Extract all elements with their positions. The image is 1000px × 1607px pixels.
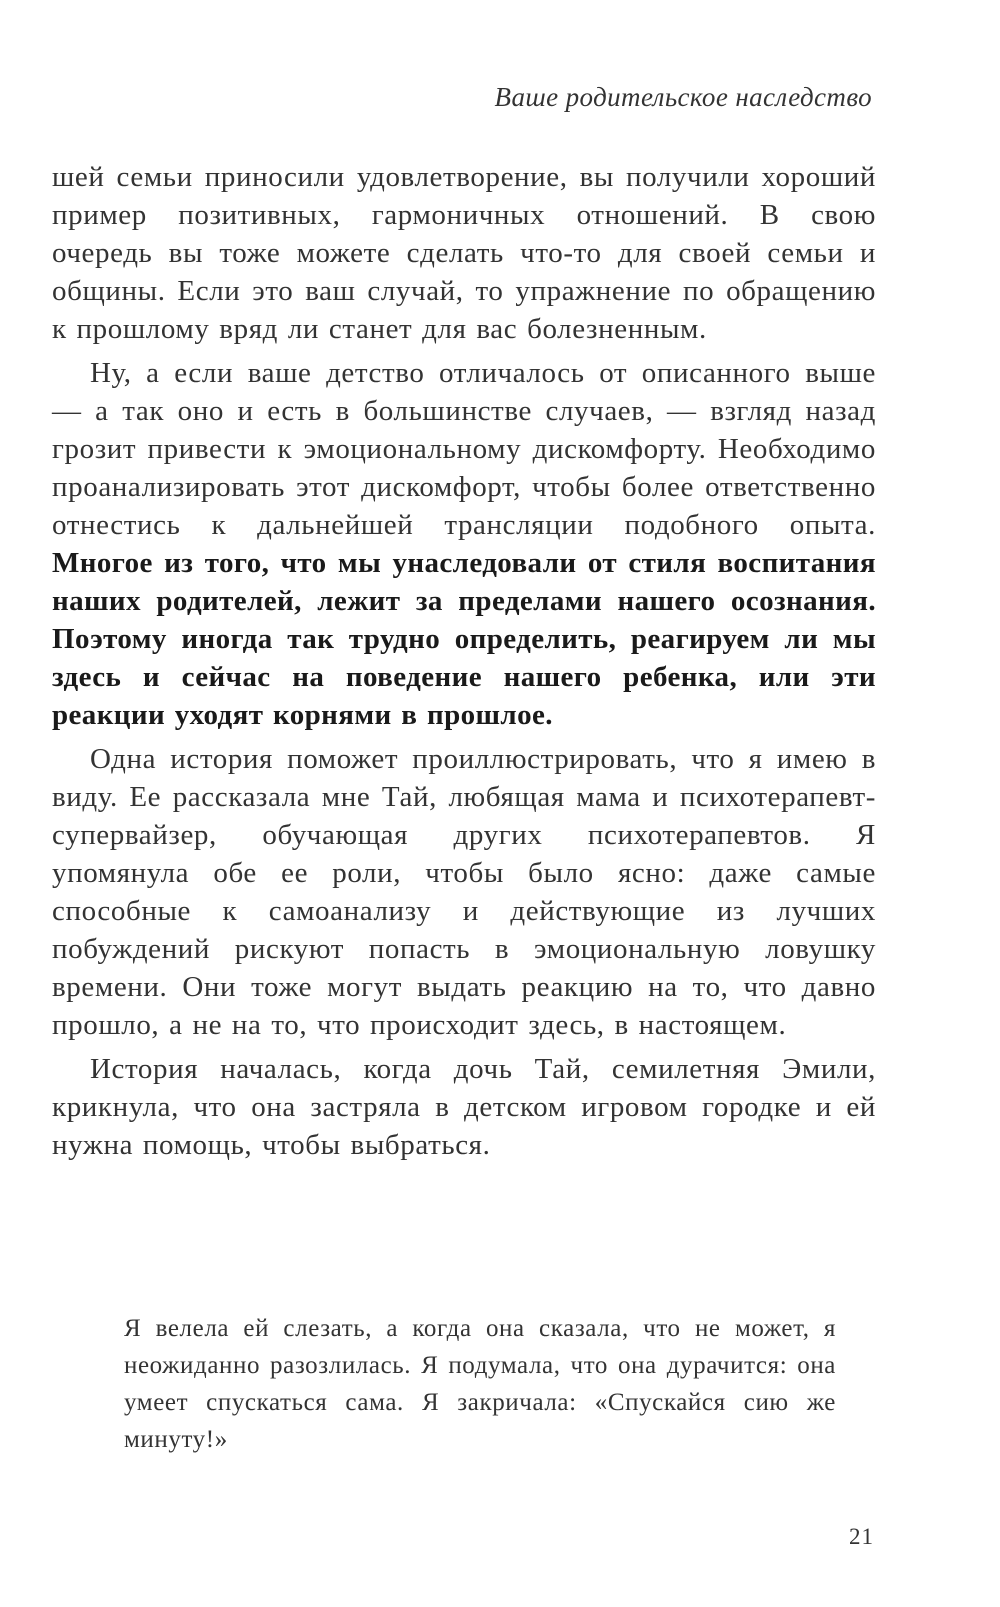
paragraph-2-bold: Многое из того, что мы унаследовали от стиля воспитания наших родителей, лежит за пределами нашего осознания. Поэтому иногда так трудно определить, реагируем ли мы здесь и сейчас на поведение нашего ребенка, или эти реакции уходят корнями в прошлое. <box>52 547 876 731</box>
paragraph-3: Одна история поможет проиллюстрировать, что я имею в виду. Ее рассказала мне Тай, любящая мама и психотерапевт-супервайзер, обучающая других психотерапевтов. Я упомянула обе ее роли, чтобы было ясно: даже самые способные к самоанализу и действующие из лучших побуждений рискуют попасть в эмоциональную ловушку времени. Они тоже могут выдать реакцию на то, что давно прошло, а не на то, что происходит здесь, в настоящем. <box>52 743 876 1041</box>
block-quote <box>124 1310 836 1458</box>
main-text <box>52 158 876 1164</box>
paragraph-2 <box>52 354 876 734</box>
running-head: Ваше родительское наследство <box>494 82 872 112</box>
paragraph-2-regular: Ну, а если ваше детство отличалось от описанного выше — а так оно и есть в большинстве случаев, — взгляд назад грозит привести к эмоциональному дискомфорту. Необходимо проанализировать этот дискомфорт, чтобы более ответственно отнестись к дальнейшей трансляции подобного опыта. <box>52 357 876 541</box>
paragraph-1: шей семьи приносили удовлетворение, вы получили хороший пример позитивных, гармоничных отношений. В свою очередь вы тоже можете сделать что-то для своей семьи и общины. Если это ваш случай, то упражнение по обращению к прошлому вряд ли станет для вас болезненным. <box>52 161 876 345</box>
paragraph-4: История началась, когда дочь Тай, семилетняя Эмили, крикнула, что она застряла в детском игровом городке и ей нужна помощь, чтобы выбраться. <box>52 1053 876 1161</box>
quote-text: Я велела ей слезать, а когда она сказала, что не может, я неожиданно разозлилась. Я подумала, что она дурачится: она умеет спускаться сама. Я закричала: «Спускайся сию же минуту!» <box>124 1315 836 1453</box>
page-number: 21 <box>849 1524 874 1549</box>
